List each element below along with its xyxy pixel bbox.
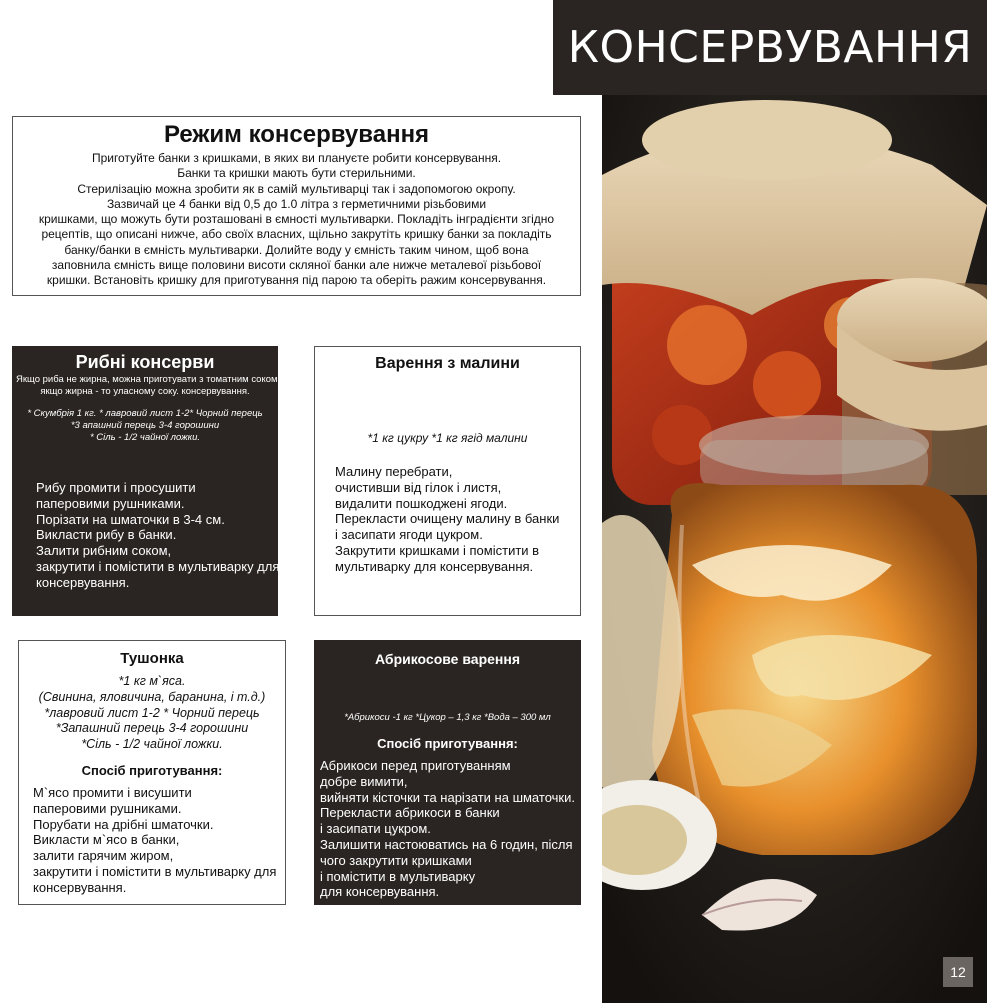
text-line: для консервування. xyxy=(320,884,440,900)
text-line: очистивши від гілок і листя, xyxy=(335,479,502,495)
text-line: кришки. Встановіть кришку для приготування під парою та оберіть ражим консервування. xyxy=(46,273,547,288)
apricot-method-title: Спосіб приготування: xyxy=(377,736,518,751)
text-line: Перекласти очищену малину в банки xyxy=(335,511,560,527)
text-line: *лавровий лист 1-2 * Чорний перець xyxy=(44,705,260,720)
text-line: і засипати цукром. xyxy=(320,821,431,837)
text-line: і помістити в мультиварку xyxy=(320,868,476,884)
page-title: КОНСЕРВУВАННЯ xyxy=(553,0,987,95)
text-line: заповнила ємність вище половини висоти скляної банки але нижче металевої різьбової xyxy=(51,258,542,273)
text-line: Малину перебрати, xyxy=(335,464,453,479)
stew-recipe-box xyxy=(18,640,286,905)
text-line: Абрикоси перед приготуванням xyxy=(320,758,511,773)
text-line: паперовими рушниками. xyxy=(33,800,182,816)
text-line: Зазвичай це 4 банки від 0,5 до 1.0 літра з герметичними різьбовими xyxy=(106,196,487,211)
apricot-recipe-box xyxy=(314,640,581,905)
text-line: *Запашний перець 3-4 горошини xyxy=(55,721,249,736)
text-line: Залити рибним соком, xyxy=(36,543,172,559)
text-line: банку/банки в ємність мультиварки. Долийте воду у ємність таким чином, щоб вона xyxy=(64,242,529,257)
text-line: * Сіль - 1/2 чайної ложки. xyxy=(89,432,201,443)
text-line: кришками, що можуть бути розташовані в ємності мультиварки. Покладіть інградієнти згідно xyxy=(38,212,555,227)
text-line: рецептів, що описані нижче, або своїх власних, щільно закрутіть кришку банки за покладіть xyxy=(41,227,552,242)
text-line: *Сіль - 1/2 чайної ложки. xyxy=(81,737,223,752)
text-line: якщо жирна - то уласному соку. консервування. xyxy=(40,386,250,397)
text-line: і засипати ягоди цукром. xyxy=(335,527,483,543)
text-line: мультиварку для консервування. xyxy=(335,558,534,574)
canning-mode-title: Режим консервування xyxy=(163,121,430,148)
fish-recipe-title: Рибні консерви xyxy=(75,352,215,372)
text-line: Порубати на дрібні шматочки. xyxy=(33,816,214,832)
raspberry-steps xyxy=(335,464,576,575)
text-line: Закрутити кришками і помістити в xyxy=(335,542,540,558)
stew-ingredients xyxy=(23,674,281,753)
fish-ingredients xyxy=(16,408,274,444)
apricot-recipe-title: Абрикосове варення xyxy=(375,651,520,667)
text-line: Приготуйте банки з кришками, в яких ви плануєте робити консервування. xyxy=(91,151,502,165)
stew-method-title: Спосіб приготування: xyxy=(81,762,223,778)
text-line: *3 апашний перець 3-4 горошини xyxy=(70,420,220,431)
stew-recipe-title: Тушонка xyxy=(120,650,184,667)
raspberry-recipe-title: Варення з малини xyxy=(375,355,520,372)
text-line: Рибу промити і просушити xyxy=(36,480,196,495)
text-line: чого закрутити кришками xyxy=(320,852,472,868)
fish-intro xyxy=(16,374,281,398)
text-line: консервування. xyxy=(36,574,130,590)
text-line: видалити пошкоджені ягоди. xyxy=(335,495,508,511)
text-line: вийняти кісточки та нарізати на шматочки. xyxy=(320,789,575,805)
apricot-steps xyxy=(320,758,577,900)
text-line: Перекласти абрикоси в банки xyxy=(320,805,500,821)
text-line: закрутити і помістити в мультиварку для xyxy=(33,863,277,879)
text-line: консервування. xyxy=(33,879,127,895)
text-line: паперовими рушниками. xyxy=(36,495,185,511)
text-line: закрутити і помістити в мультиварку для xyxy=(36,558,280,574)
text-line: добре вимити, xyxy=(320,773,408,789)
text-line: Викласти рибу в банки. xyxy=(36,527,177,543)
text-line: (Свинина, яловичина, баранина, і т.д.) xyxy=(38,689,266,704)
text-line: Викласти м`ясо в банки, xyxy=(33,832,180,848)
text-line: залити гарячим жиром, xyxy=(33,848,174,864)
jars-illustration xyxy=(602,95,987,1003)
text-line: *1 кг м`яса. xyxy=(118,674,186,688)
canning-mode-text xyxy=(19,151,574,289)
canning-mode-box xyxy=(12,116,581,296)
text-line: Банки та кришки мають бути стерильними. xyxy=(177,166,416,181)
raspberry-recipe-box xyxy=(314,346,581,616)
fish-recipe-box xyxy=(12,346,281,616)
text-line: М`ясо промити і висушити xyxy=(33,784,192,800)
stew-steps xyxy=(33,785,281,896)
raspberry-ingredients: *1 кг цукру *1 кг ягід малини xyxy=(367,431,528,445)
text-line: Залишити настоюватись на 6 годин, після xyxy=(320,836,573,852)
apricot-ingredients: *Абрикоси -1 кг *Цукор – 1,3 кг *Вода – 300 мл xyxy=(344,712,551,723)
fish-steps xyxy=(36,480,280,591)
page-number: 12 xyxy=(943,957,973,987)
text-line: * Скумбрія 1 кг. * лавровий лист 1-2* Чорний перець xyxy=(27,408,263,419)
text-line: Порізати на шматочки в 3-4 см. xyxy=(36,511,225,527)
text-line: Стерилізацію можна зробити як в самій мультиварці так і задопомогою окропу. xyxy=(77,181,516,196)
text-line: Якщо риба не жирна, можна приготувати з томатним соком, xyxy=(16,374,281,385)
preserved-jars-photo xyxy=(602,95,987,1003)
